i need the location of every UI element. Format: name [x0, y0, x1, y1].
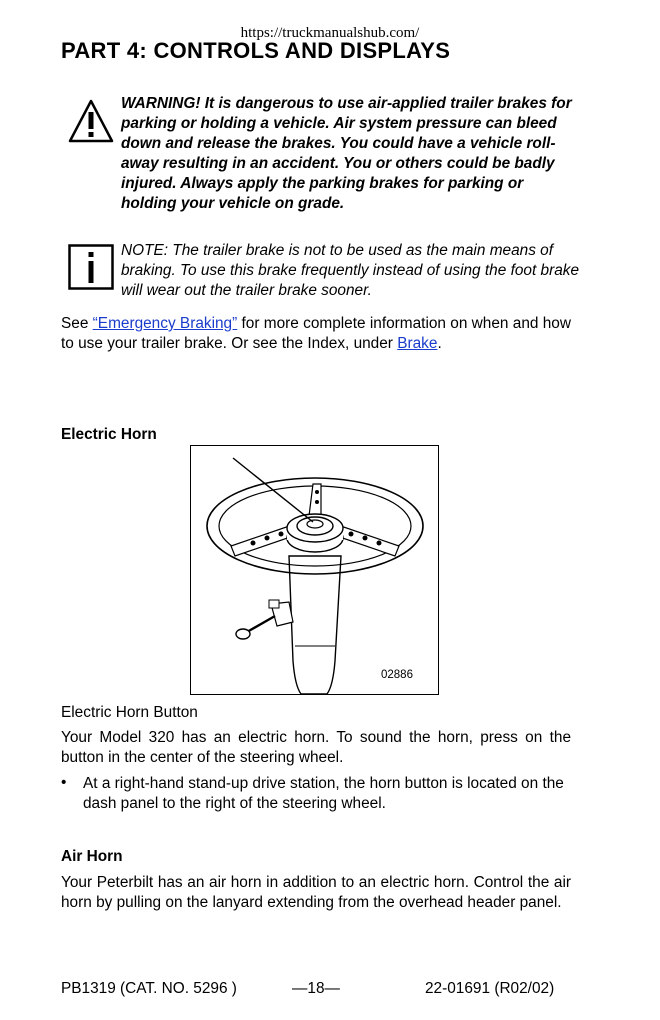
source-url: https://truckmanualshub.com/ — [240, 25, 420, 41]
electric-horn-paragraph: Your Model 320 has an electric horn. To sound the horn, press on the button in the center of the steering wheel. — [61, 729, 571, 766]
warning-triangle-icon — [68, 98, 114, 144]
note-text: NOTE: The trailer brake is not to be used as the main means of braking. To use this brake frequently instead of using the foot brake will wear out the trailer brake sooner. — [121, 242, 580, 299]
brake-link[interactable]: Brake — [397, 335, 438, 352]
electric-horn-heading: Electric Horn — [61, 426, 157, 443]
figure-id: 02886 — [381, 669, 413, 681]
figure-caption: Electric Horn Button — [61, 704, 198, 721]
air-horn-paragraph: Your Peterbilt has an air horn in addition to an electric horn. Control the air horn by pulling on the lanyard extending from the overhead header panel. — [61, 874, 571, 911]
see-middle: for more complete information on when and how to use your trailer brake. Or see the Index, under — [61, 315, 571, 352]
see-paragraph — [61, 314, 571, 354]
air-horn-heading: Air Horn — [61, 848, 123, 865]
bullet-symbol: • — [61, 774, 67, 791]
bullet-text: At a right-hand stand-up drive station, the horn button is located on the dash panel to the right of the steering wheel. — [83, 775, 564, 812]
emergency-braking-link[interactable]: “Emergency Braking” — [92, 315, 238, 332]
footer-right: 22-01691 (R02/02) — [425, 980, 555, 997]
footer-left: PB1319 (CAT. NO. 5296 ) — [61, 980, 237, 997]
see-suffix: . — [437, 335, 442, 352]
page-title: PART 4: CONTROLS AND DISPLAYS — [61, 38, 451, 63]
info-icon — [68, 244, 114, 290]
warning-text: WARNING! It is dangerous to use air-applied trailer brakes for parking or holding a vehicle. Air system pressure can bleed down and release the brakes. You could have a vehicle roll-away resulting in an accident. You or others could be badly injured. Always apply the parking brakes for parking or holding your vehicle on grade. — [121, 95, 572, 212]
steering-wheel-illustration — [191, 446, 440, 696]
steering-wheel-figure — [190, 445, 439, 695]
see-prefix: See — [61, 315, 93, 332]
footer-page-number: —18— — [292, 980, 340, 997]
